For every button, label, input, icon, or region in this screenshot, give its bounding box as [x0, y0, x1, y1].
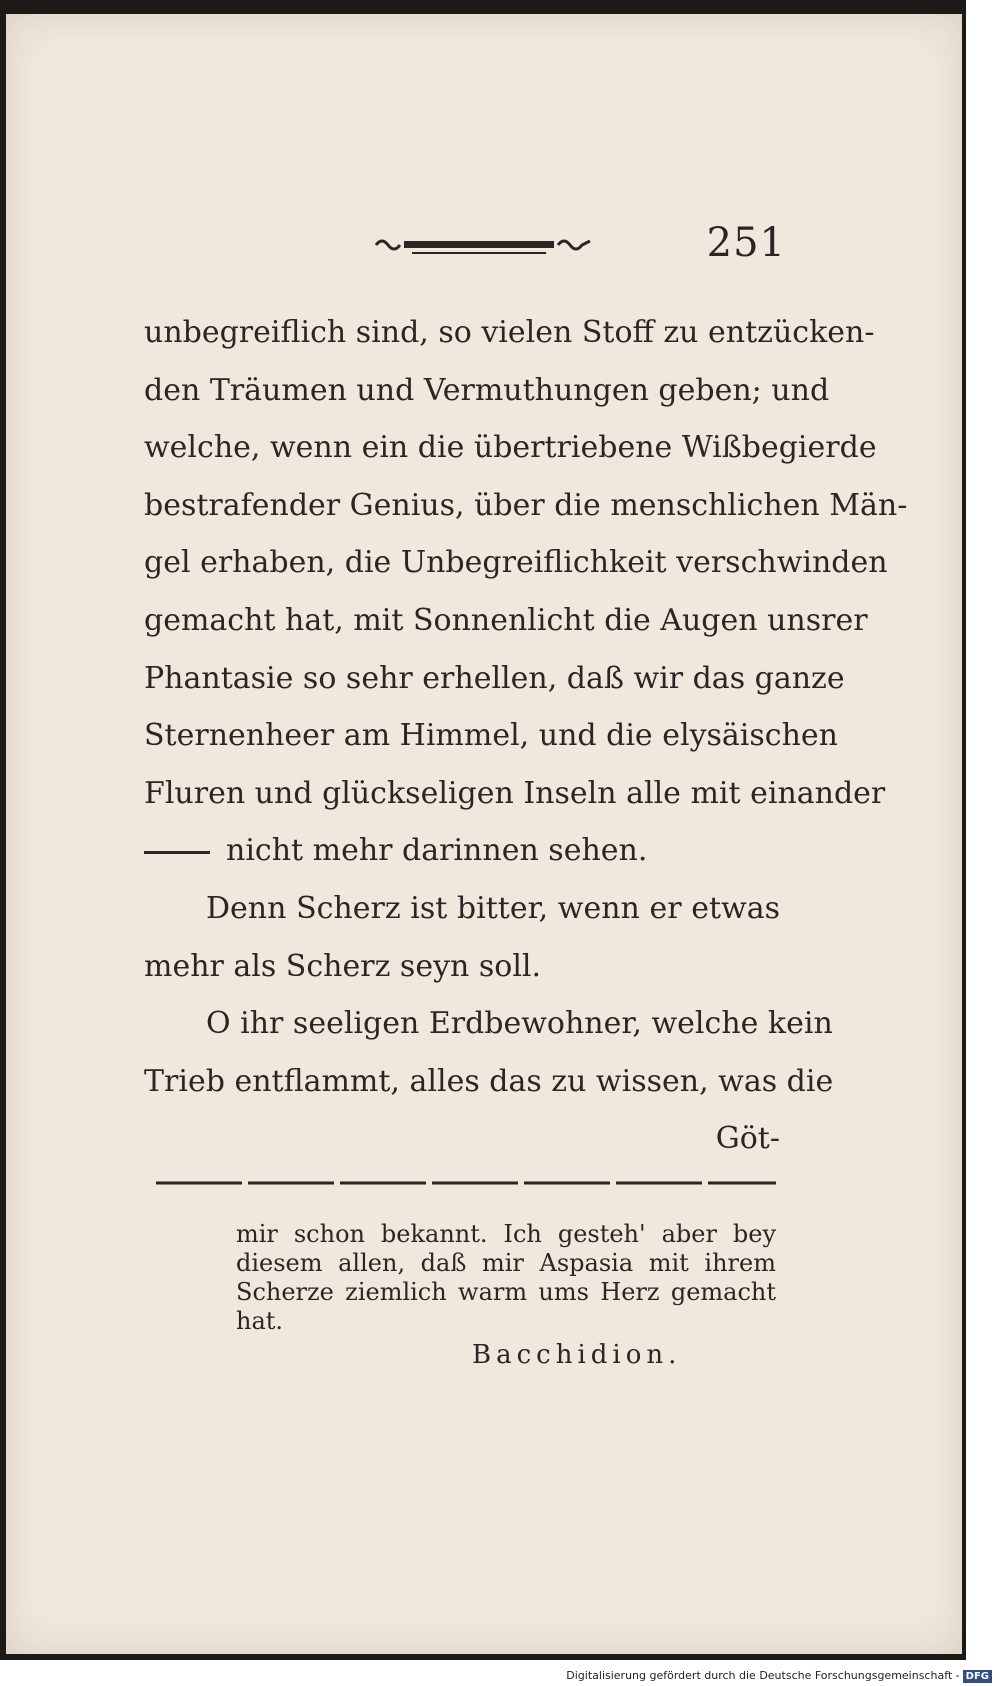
book-page — [6, 14, 962, 1654]
text-line: den Träumen und Vermuthungen geben; und — [144, 372, 830, 408]
text-line: gemacht hat, mit Sonnenlicht die Augen unsrer — [144, 602, 868, 638]
text-line: unbegreiflich sind, so vielen Stoff zu entzücken- — [144, 315, 875, 350]
text-line: Fluren und glückseligen Inseln alle mit einander — [144, 775, 886, 811]
em-dash-rule — [144, 851, 210, 854]
footnote-line: diesem allen, daß mir Aspasia mit ihrem — [236, 1249, 776, 1277]
footnote-signature: Bacchidion. — [472, 1340, 682, 1370]
text-line-with-dash — [144, 822, 780, 880]
body-text — [144, 304, 908, 1168]
text-line: bestrafender Genius, über die menschlichen Män- — [144, 487, 908, 523]
digitization-credit — [566, 1669, 992, 1683]
catchword: Göt- — [715, 1121, 780, 1157]
text-line: nicht mehr darinnen sehen. — [226, 833, 648, 869]
text-line: Phantasie so sehr erhellen, daß wir das ganze — [144, 660, 845, 696]
page-number: 251 — [706, 220, 786, 266]
dfg-logo: DFG — [963, 1670, 992, 1683]
footnote-line: mir schon bekannt. Ich gesteh' aber bey — [236, 1220, 776, 1248]
text-line: gel erhaben, die Unbegreiflichkeit verschwinden — [144, 545, 888, 581]
text-line: welche, wenn ein die übertriebene Wißbegierde — [144, 430, 877, 466]
footnote-separator — [156, 1180, 776, 1186]
paragraph-start: O ihr seeligen Erdbewohner, welche kein — [206, 1006, 833, 1042]
footnote-line: Scherze ziemlich warm ums Herz gemacht — [236, 1278, 776, 1306]
header-ornament — [372, 230, 596, 260]
text-line: Trieb entflammt, alles das zu wissen, was die — [144, 1063, 834, 1099]
credit-text: Digitalisierung gefördert durch die Deutsche Forschungsgemeinschaft - — [566, 1669, 960, 1682]
paragraph-start: Denn Scherz ist bitter, wenn er etwas — [206, 890, 780, 926]
footnote-line: hat. — [236, 1307, 284, 1335]
footnote — [236, 1220, 776, 1336]
text-line: mehr als Scherz seyn soll. — [144, 948, 542, 984]
text-line: Sternenheer am Himmel, und die elysäischen — [144, 718, 838, 754]
